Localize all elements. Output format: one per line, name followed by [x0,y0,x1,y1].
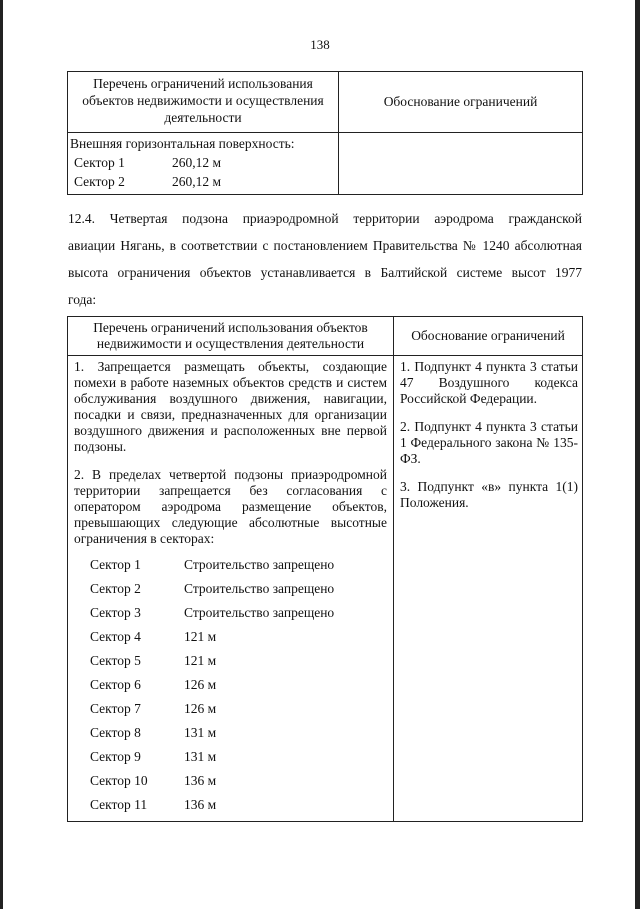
sector-value: 121 м [184,653,217,668]
sector-value: Строительство запрещено [184,581,335,596]
sector-name: Сектор 9 [90,749,141,764]
sector-row [74,649,387,673]
restrictions-table-2 [67,316,583,822]
table-row [68,133,583,195]
restriction-item-2: 2. В пределах четвертой подзоны приаэродромной территории запрещается без согласования с оператором аэродрома размещение объектов, превышающих следующие абсолютные высотные ограничения в секторах: [74,467,387,546]
sector-value: Строительство запрещено [184,605,335,620]
sector-row [74,673,387,697]
sector-name: Сектор 5 [90,653,141,668]
sector-row [74,721,387,745]
page-number: 138 [310,37,330,52]
sector-name: Сектор 4 [90,629,141,644]
sector-name: Сектор 1 [74,155,125,170]
sector-value: 121 м [184,629,217,644]
table-header-row [68,72,583,133]
sector-name: Сектор 11 [90,797,148,812]
header-restrictions-list: Перечень ограничений использования объектов недвижимости и осуществления деятельности [68,72,339,133]
sector-row [74,577,387,601]
justification-cell [394,356,583,822]
sector-row [74,793,387,817]
table-header-row [68,317,583,356]
paragraph-line: года: [68,292,97,307]
sector-row [74,625,387,649]
sector-name: Сектор 2 [74,174,125,189]
section-paragraph-12-4 [68,205,582,313]
paragraph-line: 12.4. Четвертая подзона приаэродромной территории аэродрома гражданской [68,211,582,226]
sector-row [74,553,387,577]
header-justification: Обоснование ограничений [394,317,583,356]
sector-name: Сектор 7 [90,701,141,716]
sector-name: Сектор 1 [90,557,141,572]
basis-item-3: 3. Подпункт «в» пункта 1(1) Положения. [400,479,578,510]
sector-name: Сектор 8 [90,725,141,740]
sector-name: Сектор 6 [90,677,141,692]
sector-name: Сектор 2 [90,581,141,596]
sector-list [74,553,387,817]
scan-border-right [635,0,640,909]
restrictions-cell [68,356,394,822]
sector-row [74,601,387,625]
paragraph-line: высота ограничения объектов устанавливается в Балтийской системе высот 1977 [68,265,582,280]
sector-row [70,153,338,172]
restrictions-cell [68,133,339,195]
sector-value: 260,12 м [172,174,222,189]
sector-row [74,745,387,769]
sector-value: 260,12 м [172,155,222,170]
sector-value: 131 м [184,725,217,740]
sector-row [74,769,387,793]
sector-row [74,697,387,721]
sector-value: 136 м [184,773,217,788]
surface-title: Внешняя горизонтальная поверхность: [70,136,295,151]
restrictions-table-1 [67,71,583,195]
header-restrictions-list: Перечень ограничений использования объектов недвижимости и осуществления деятельности [68,317,394,356]
sector-row [70,172,338,191]
sector-value: 126 м [184,701,217,716]
sector-value: 131 м [184,749,217,764]
sector-value: 136 м [184,797,217,812]
header-justification: Обоснование ограничений [339,72,583,133]
sector-value: Строительство запрещено [184,557,335,572]
scan-border-left [0,0,3,909]
sector-name: Сектор 3 [90,605,141,620]
sector-name: Сектор 10 [90,773,148,788]
justification-cell-empty [339,133,583,195]
table-row [68,356,583,822]
restriction-item-1: 1. Запрещается размещать объекты, создающие помехи в работе наземных объектов средств и систем обслуживания воздушного движения, навигации, посадки и связи, предназначенных для организации воздушного движения и расположенных вне первой подзоны. [74,359,387,454]
paragraph-line: авиации Нягань, в соответствии с постановлением Правительства № 1240 абсолютная [68,238,582,253]
basis-item-2: 2. Подпункт 4 пункта 3 статьи 1 Федерального закона № 135-ФЗ. [400,419,578,466]
basis-item-1: 1. Подпункт 4 пункта 3 статьи 47 Воздушного кодекса Российской Федерации. [400,359,578,406]
sector-value: 126 м [184,677,217,692]
